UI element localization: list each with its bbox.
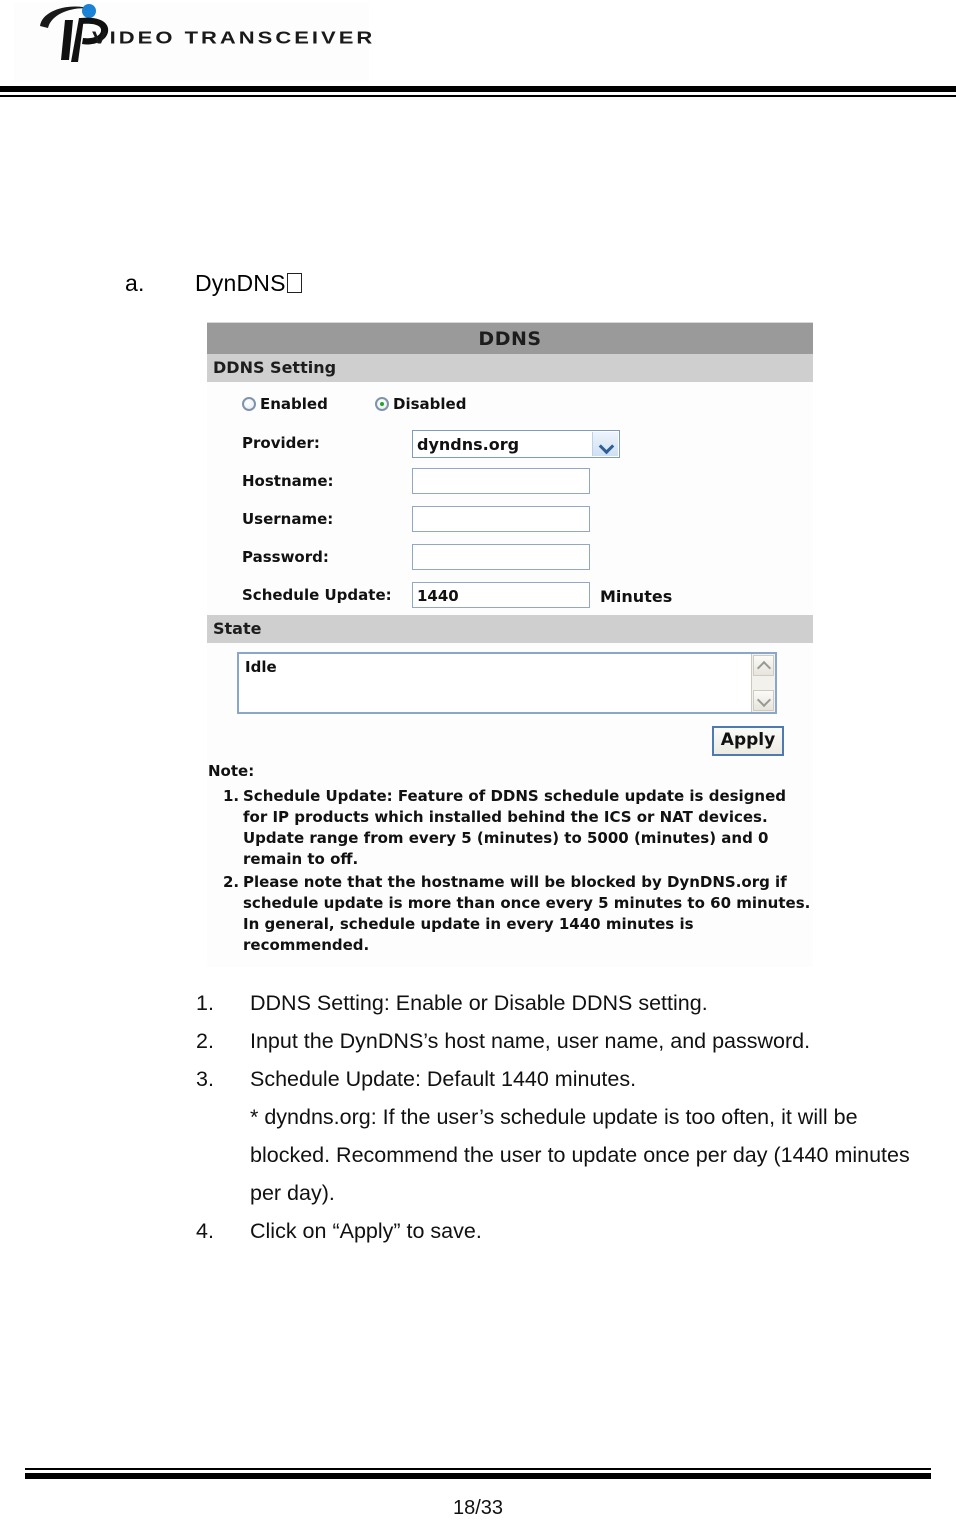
note-item-number: 1. [223,787,240,805]
schedule-update-unit: Minutes [600,587,673,606]
ddns-titlebar [207,322,813,354]
state-bar [207,615,813,643]
list-item [196,1022,936,1060]
radio-dot-icon[interactable] [242,397,256,411]
field-provider-label: Provider: [242,434,320,452]
step-text: DDNS Setting: Enable or Disable DDNS setting. [250,991,708,1015]
note-item-text: Schedule Update: Feature of DDNS schedule update is designed for IP products which installed behind the ICS or NAT devices. Update range from every 5 (minutes) to 5000 (minutes) and 0 remain to off. [243,787,787,868]
step-number: 3. [196,1067,214,1091]
page-header [0,0,956,100]
ddns-setting-label: DDNS Setting [213,358,337,377]
list-item [196,1060,936,1098]
note-item [223,872,813,956]
state-bar-label: State [213,619,262,638]
ddns-setting-bar [207,354,813,382]
field-schedule-update-label: Schedule Update: [242,586,392,604]
ddns-title: DDNS [478,328,542,350]
state-value: Idle [245,658,277,676]
header-rule-thin [0,95,956,97]
step-text: Click on “Apply” to save. [250,1219,482,1243]
step-number: 1. [196,991,214,1015]
scroll-down-icon[interactable] [753,690,774,711]
ddns-settings-screenshot [207,322,813,967]
footer-rule-thin [25,1468,931,1470]
step3-note: * dyndns.org: If the user’s schedule update is too often, it will be blocked. Recommend the user to update once per day (1440 minutes per day). [250,1105,910,1205]
note-item [223,786,813,870]
radio-enabled[interactable] [242,394,328,416]
section-heading [125,270,302,297]
list-item [196,1212,936,1250]
hostname-input[interactable] [412,468,590,494]
note-item-text: Please note that the hostname will be blocked by DynDNS.org if schedule update is more than once every 5 minutes to 60 minutes. In general, schedule update in every 1440 minutes is recommended. [243,873,811,954]
step-text: Schedule Update: Default 1440 minutes. [250,1067,637,1091]
note-item-number: 2. [223,873,240,891]
header-rule-thick [0,86,956,92]
username-input[interactable] [412,506,590,532]
missing-glyph-icon [287,273,302,293]
field-username-label: Username: [242,510,334,528]
step-number: 2. [196,1029,214,1053]
radio-disabled[interactable] [375,394,466,416]
instruction-list [196,984,936,1250]
state-scrollbar[interactable] [751,654,775,712]
step-number: 4. [196,1219,214,1243]
section-marker: a. [125,270,145,296]
logo-wordmark: VIDEO TRANSCEIVER [92,28,376,48]
radio-disabled-label: Disabled [393,395,467,413]
chevron-up-glyph [757,661,771,675]
chevron-down-icon[interactable] [592,432,618,456]
step-text: Input the DynDNS’s host name, user name, and password. [250,1029,811,1053]
scroll-up-icon[interactable] [753,655,774,676]
page-number: 18/33 [452,1497,504,1519]
chevron-down-glyph [757,693,771,707]
radio-enabled-label: Enabled [260,395,328,413]
logo-box [14,2,376,82]
schedule-update-input[interactable]: 1440 [412,582,590,608]
provider-select-value: dyndns.org [417,435,520,454]
password-input[interactable] [412,544,590,570]
apply-button[interactable]: Apply [712,726,784,756]
field-password-label: Password: [242,548,329,566]
state-textarea[interactable] [237,652,777,714]
field-hostname-label: Hostname: [242,472,334,490]
radio-dot-selected-icon[interactable] [375,397,389,411]
provider-select[interactable] [412,430,620,458]
footer-rule-thick [25,1473,931,1479]
note-title: Note: [208,762,255,780]
list-item [196,984,936,1022]
section-title: DynDNS [195,270,286,296]
